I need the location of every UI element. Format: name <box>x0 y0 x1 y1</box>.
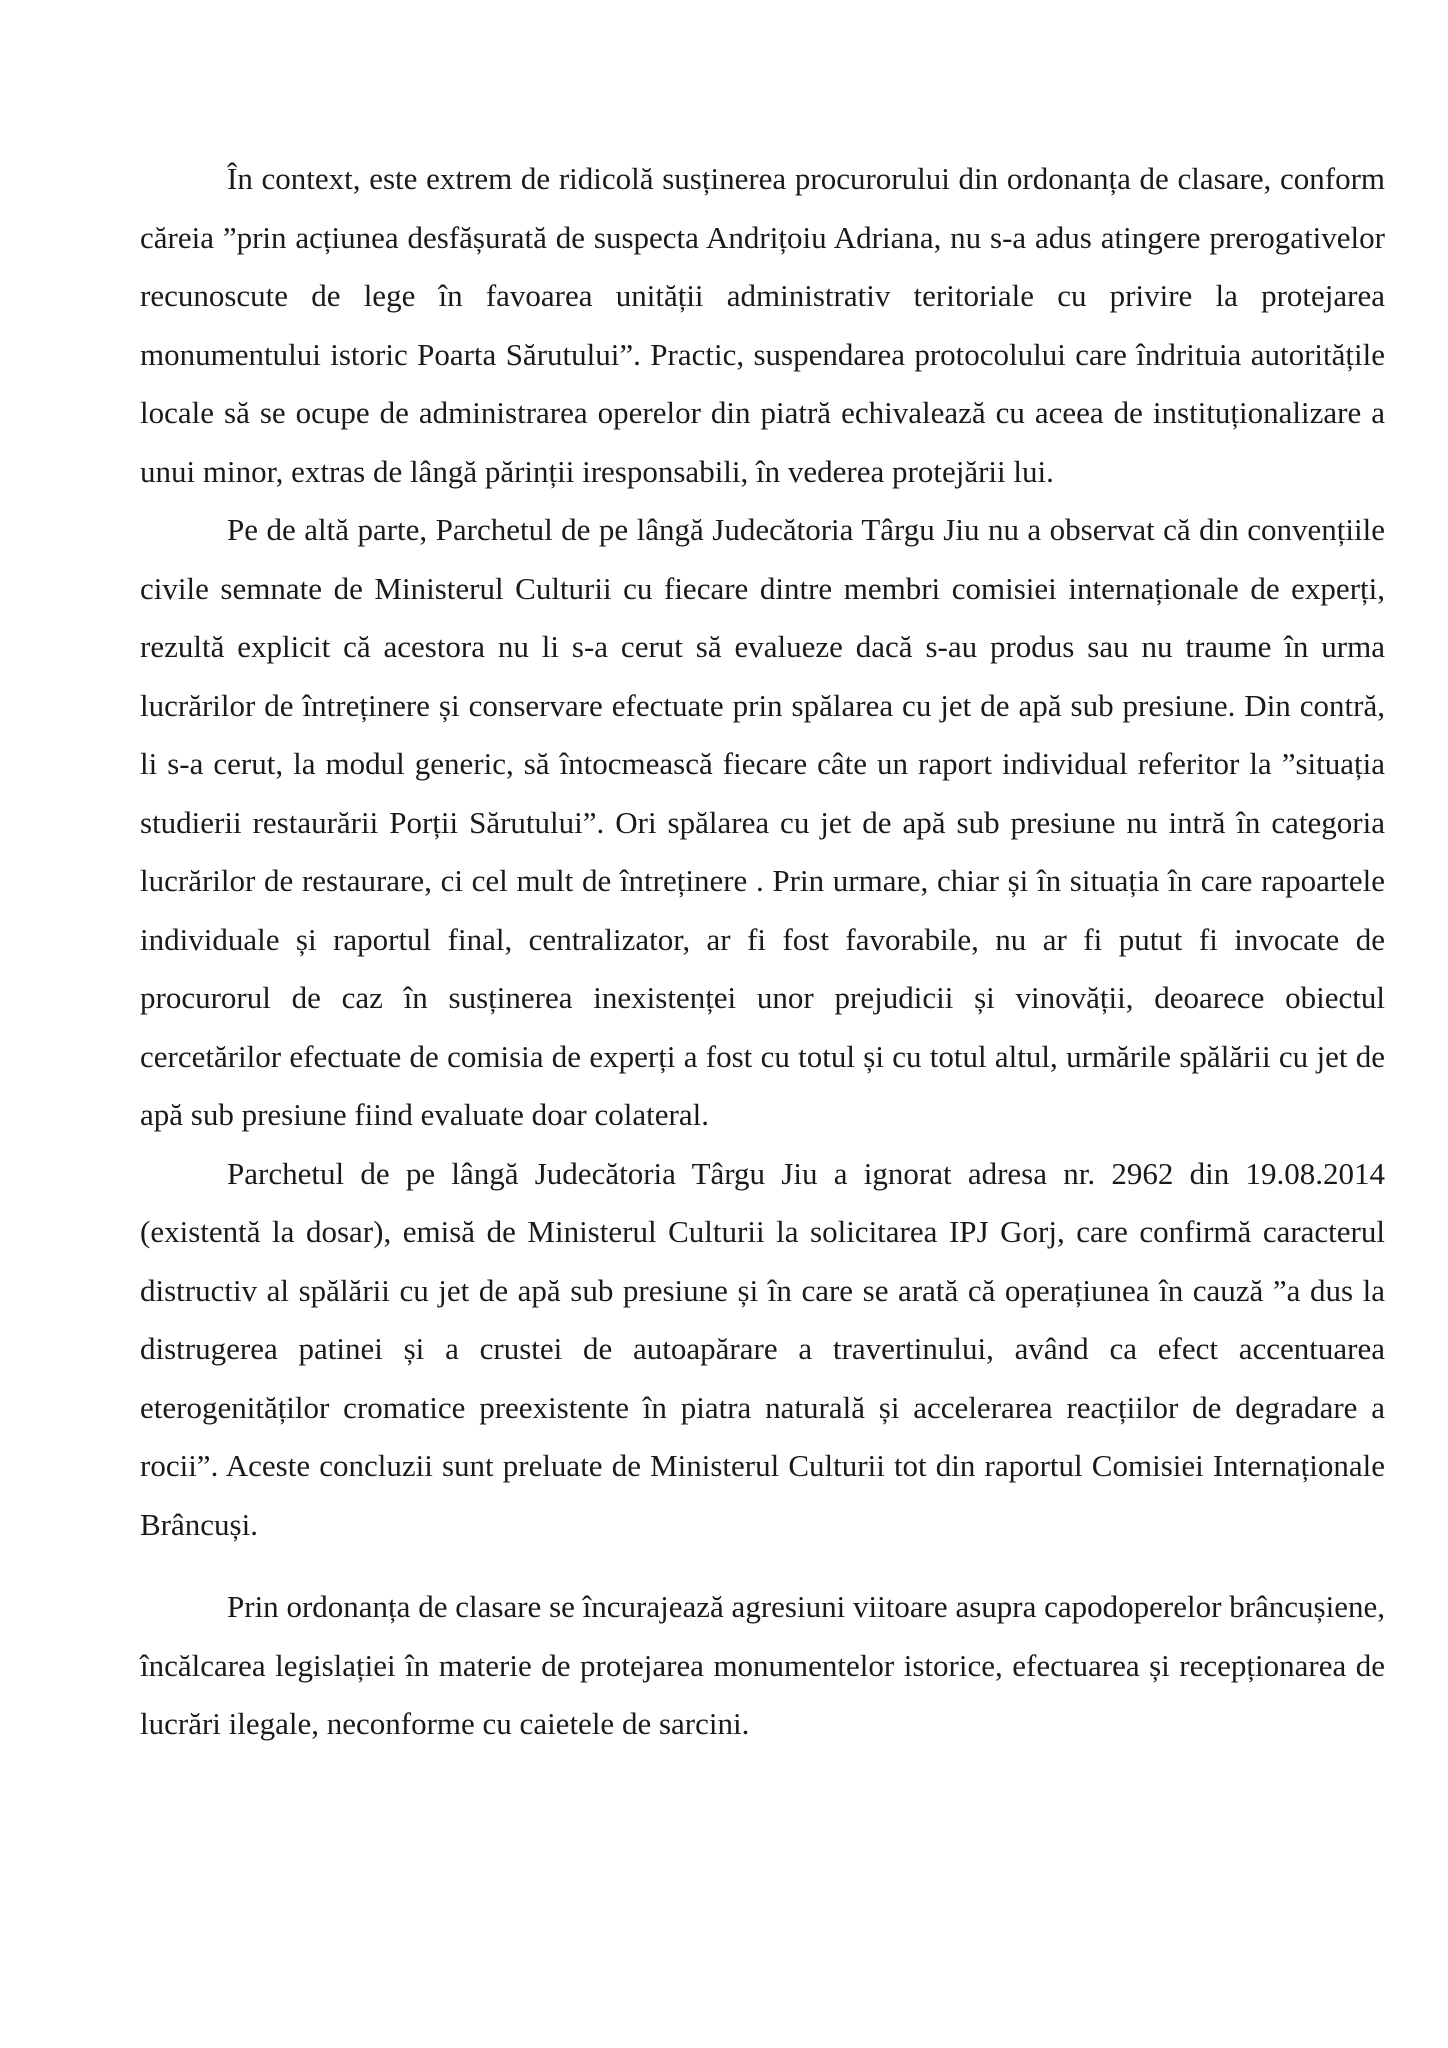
paragraph-1: În context, este extrem de ridicolă susținerea procurorului din ordonanța de clasare, conform căreia ”prin acțiunea desfășurată de suspecta Andrițoiu Adriana, nu s-a adus atingere prerogativelor recunoscute de lege în favoarea unității administrativ teritoriale cu privire la protejarea monumentului istoric Poarta Sărutului”. Practic, suspendarea protocolului care îndrituia autoritățile locale să se ocupe de administrarea operelor din piatră echivalează cu aceea de instituționalizare a unui minor, extras de lângă părinții iresponsabili, în vederea protejării lui. <box>140 161 1385 489</box>
paragraph-4: Prin ordonanța de clasare se încurajează agresiuni viitoare asupra capodoperelor brâncușiene, încălcarea legislației în materie de protejarea monumentelor istorice, efectuarea și recepționarea de lucrări ilegale, neconforme cu caietele de sarcini. <box>140 1589 1385 1741</box>
paragraph-3: Parchetul de pe lângă Judecătoria Târgu Jiu a ignorat adresa nr. 2962 din 19.08.2014 (existentă la dosar), emisă de Ministerul Culturii la solicitarea IPJ Gorj, care confirmă caracterul distructiv al spălării cu jet de apă sub presiune și în care se arată că operațiunea în cauză ”a dus la distrugerea patinei și a crustei de autoapărare a travertinului, având ca efect accentuarea eterogenităților cromatice preexistente în piatra naturală și accelerarea reacțiilor de degradare a rocii”. Aceste concluzii sunt preluate de Ministerul Culturii tot din raportul Comisiei Internaționale Brâncuși. <box>140 1155 1385 1542</box>
paragraph-2: Pe de altă parte, Parchetul de pe lângă Judecătoria Târgu Jiu nu a observat că din convențiile civile semnate de Ministerul Culturii cu fiecare dintre membri comisiei internaționale de experți, rezultă explicit că acestora nu li s-a cerut să evalueze dacă s-au produs sau nu traume în urma lucrărilor de întreținere și conservare efectuate prin spălarea cu jet de apă sub presiune. Din contră, li s-a cerut, la modul generic, să întocmească fiecare câte un raport individual referitor la ”situația studierii restaurării Porții Sărutului”. Ori spălarea cu jet de apă sub presiune nu intră în categoria lucrărilor de restaurare, ci cel mult de întreținere . Prin urmare, chiar și în situația în care rapoartele individuale și raportul final, centralizator, ar fi fost favorabile, nu ar fi putut fi invocate de procurorul de caz în susținerea inexistenței unor prejudicii și vinovății, deoarece obiectul cercetărilor efectuate de comisia de experți a fost cu totul și cu totul altul, urmările spălării cu jet de apă sub presiune fiind evaluate doar colateral. <box>140 512 1385 1132</box>
document-page <box>140 150 1385 1754</box>
